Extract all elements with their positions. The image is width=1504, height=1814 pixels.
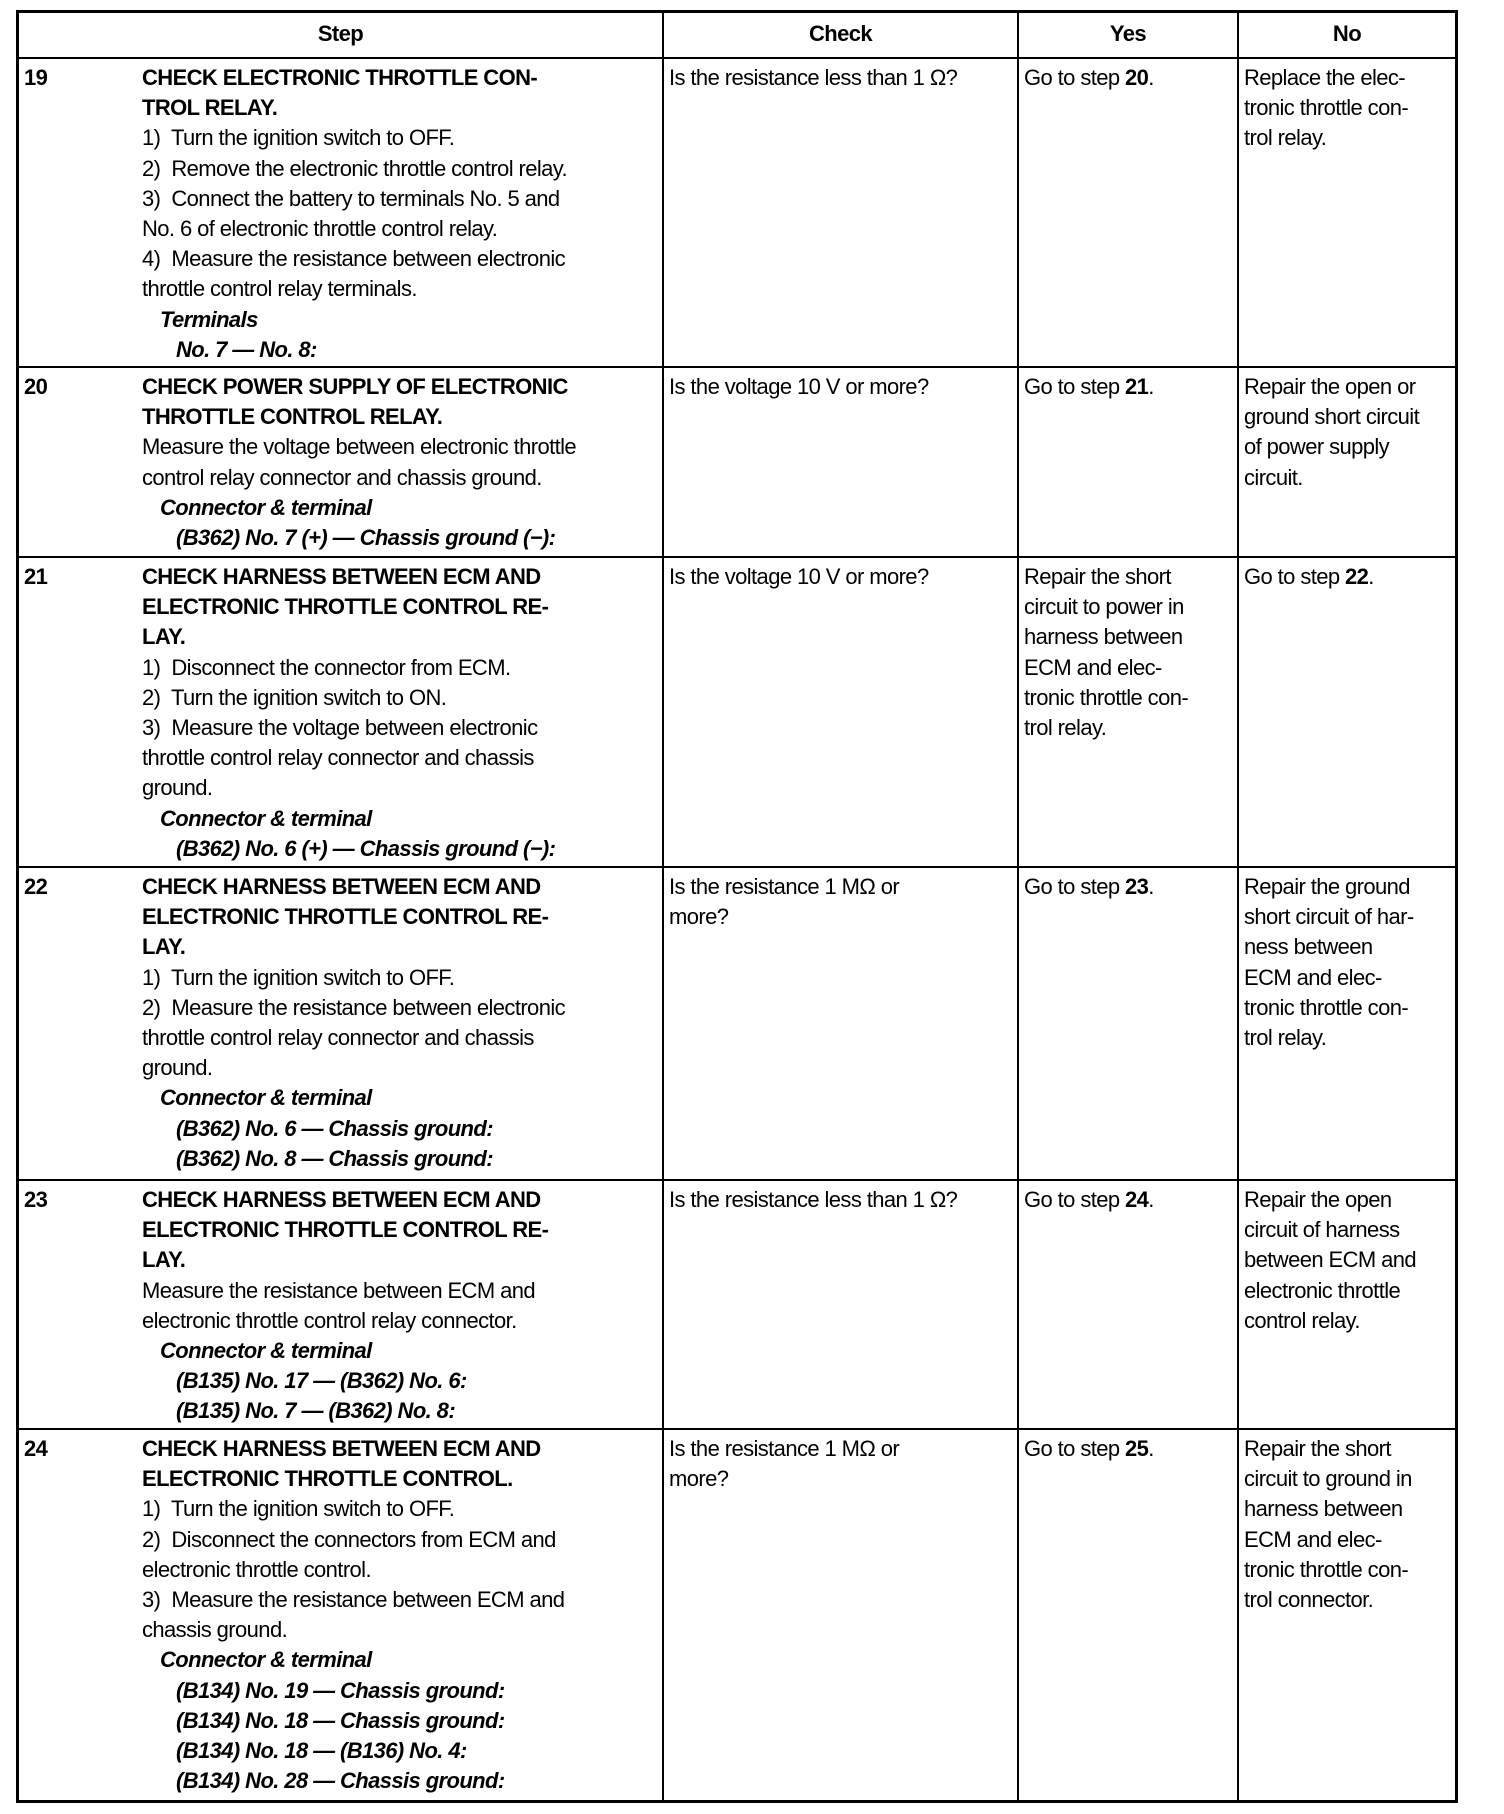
step-line: CHECK HARNESS BETWEEN ECM AND (142, 1187, 541, 1212)
goto-step (1024, 372, 1232, 402)
no-cell-line: Repair the open or (1244, 374, 1416, 399)
step-line: 1) Turn the ignition switch to OFF. (142, 964, 455, 990)
step-line: Connector & terminal (160, 1085, 372, 1111)
table-row (19, 556, 1455, 866)
yes-cell-line: trol relay. (1024, 715, 1107, 741)
no-cell-line: harness between (1244, 1496, 1403, 1522)
step-line: (B134) No. 18 — Chassis ground: (176, 1707, 505, 1733)
step-line: throttle control relay connector and chassis (142, 1025, 534, 1051)
check-line: Is the voltage 10 V or more? (669, 564, 929, 589)
step-line: throttle control relay connector and chassis (142, 745, 534, 771)
goto-step-number: 20 (1125, 65, 1149, 90)
no-cell-line: ECM and elec- (1244, 964, 1382, 990)
no-cell-line: Repair the open (1244, 1187, 1392, 1212)
step-line: CHECK HARNESS BETWEEN ECM AND (142, 564, 541, 589)
step-line: Connector & terminal (160, 805, 372, 831)
no-cell-line: short circuit of har- (1244, 904, 1414, 930)
step-number: 23 (24, 1187, 48, 1212)
step-line: THROTTLE CONTROL RELAY. (142, 404, 443, 430)
step-line: 3) Measure the resistance between ECM and (142, 1587, 565, 1613)
header-yes: Yes (1019, 13, 1239, 57)
step-line: TROL RELAY. (142, 95, 278, 121)
goto-step (1244, 562, 1450, 592)
step-line: (B134) No. 19 — Chassis ground: (176, 1677, 505, 1703)
step-line: ground. (142, 1055, 213, 1081)
step-line: electronic throttle control relay connector. (142, 1307, 517, 1333)
goto-step-number: 25 (1125, 1436, 1149, 1461)
goto-step-number: 22 (1345, 564, 1369, 589)
step-line: 2) Remove the electronic throttle control relay. (142, 155, 568, 181)
step-line: 1) Turn the ignition switch to OFF. (142, 1496, 455, 1522)
step-line: 2) Measure the resistance between electronic (142, 994, 566, 1020)
goto-label: Go to step (1244, 564, 1346, 589)
no-cell-line: ECM and elec- (1244, 1526, 1382, 1552)
no-cell-line: ness between (1244, 934, 1373, 960)
no-cell (1239, 368, 1455, 556)
step-line: (B134) No. 18 — (B136) No. 4: (176, 1738, 467, 1764)
step-cell (19, 59, 664, 366)
yes-cell (1019, 1430, 1239, 1800)
goto-suffix: . (1368, 564, 1374, 589)
step-line: Connector & terminal (160, 494, 372, 520)
step-line: CHECK HARNESS BETWEEN ECM AND (142, 1436, 541, 1461)
goto-step (1024, 63, 1232, 93)
step-line: 4) Measure the resistance between electronic (142, 246, 566, 272)
step-number: 22 (24, 874, 48, 899)
check-line: more? (669, 904, 729, 930)
no-cell-line: tronic throttle con- (1244, 95, 1409, 121)
goto-label: Go to step (1024, 874, 1126, 899)
goto-step-number: 23 (1125, 874, 1149, 899)
step-line: ELECTRONIC THROTTLE CONTROL. (142, 1466, 513, 1492)
step-line: 2) Turn the ignition switch to ON. (142, 684, 447, 710)
check-cell (664, 368, 1019, 556)
goto-step (1024, 1434, 1232, 1464)
no-cell-line: trol connector. (1244, 1587, 1374, 1613)
table-row (19, 366, 1455, 556)
no-cell-line: of power supply (1244, 434, 1390, 460)
goto-step (1024, 872, 1232, 902)
step-instructions (142, 872, 657, 1179)
goto-suffix: . (1148, 1187, 1154, 1212)
no-cell (1239, 558, 1455, 866)
step-line: ELECTRONIC THROTTLE CONTROL RE- (142, 594, 549, 620)
step-line: CHECK POWER SUPPLY OF ELECTRONIC (142, 374, 568, 399)
step-instructions (142, 1185, 657, 1428)
step-line: Connector & terminal (160, 1647, 372, 1673)
yes-cell (1019, 1181, 1239, 1428)
step-cell (19, 558, 664, 866)
step-line: LAY. (142, 624, 186, 650)
check-line: Is the resistance less than 1 Ω? (669, 65, 958, 90)
step-line: ground. (142, 775, 213, 801)
step-number: 20 (24, 374, 48, 399)
goto-label: Go to step (1024, 65, 1126, 90)
step-line: 1) Turn the ignition switch to OFF. (142, 125, 455, 151)
goto-label: Go to step (1024, 1187, 1126, 1212)
no-cell-line: circuit to ground in (1244, 1466, 1412, 1492)
no-cell-line: tronic throttle con- (1244, 1556, 1409, 1582)
check-line: more? (669, 1466, 729, 1492)
step-line: electronic throttle control. (142, 1556, 371, 1582)
no-cell-line: circuit. (1244, 464, 1303, 490)
check-cell (664, 1181, 1019, 1428)
no-cell-line: Repair the short (1244, 1436, 1391, 1461)
no-cell-line: circuit of harness (1244, 1217, 1400, 1243)
goto-suffix: . (1148, 374, 1154, 399)
no-cell-line: Repair the ground (1244, 874, 1410, 899)
goto-step-number: 24 (1125, 1187, 1149, 1212)
step-cell (19, 868, 664, 1179)
yes-cell (1019, 558, 1239, 866)
yes-cell-line: Repair the short (1024, 564, 1171, 589)
step-line: ELECTRONIC THROTTLE CONTROL RE- (142, 904, 549, 930)
step-line: (B135) No. 7 — (B362) No. 8: (176, 1398, 456, 1424)
step-line: CHECK HARNESS BETWEEN ECM AND (142, 874, 541, 899)
no-cell (1239, 1430, 1455, 1800)
step-line: Measure the voltage between electronic throttle (142, 434, 577, 460)
no-cell-line: electronic throttle (1244, 1277, 1401, 1303)
step-line: 1) Disconnect the connector from ECM. (142, 654, 511, 680)
goto-suffix: . (1148, 874, 1154, 899)
no-cell-line: trol relay. (1244, 125, 1327, 151)
step-line: LAY. (142, 1247, 186, 1273)
step-line: 2) Disconnect the connectors from ECM and (142, 1526, 556, 1552)
header-no: No (1332, 21, 1362, 46)
yes-cell-line: ECM and elec- (1024, 654, 1162, 680)
goto-suffix: . (1148, 65, 1154, 90)
step-line: No. 6 of electronic throttle control relay. (142, 216, 498, 242)
step-cell (19, 368, 664, 556)
yes-cell-line: circuit to power in (1024, 594, 1184, 620)
step-line: 3) Connect the battery to terminals No. 5 and (142, 185, 560, 211)
step-line: throttle control relay terminals. (142, 276, 417, 302)
step-line: No. 7 — No. 8: (176, 336, 317, 362)
check-line: Is the voltage 10 V or more? (669, 374, 929, 399)
check-cell (664, 868, 1019, 1179)
no-cell-line: ground short circuit (1244, 404, 1420, 430)
check-cell (664, 1430, 1019, 1800)
table-row (19, 57, 1455, 366)
table-row (19, 866, 1455, 1179)
step-line: Connector & terminal (160, 1338, 372, 1364)
check-line: Is the resistance 1 MΩ or (669, 874, 900, 899)
step-number: 24 (24, 1436, 48, 1461)
goto-label: Go to step (1024, 374, 1126, 399)
check-line: Is the resistance less than 1 Ω? (669, 1187, 958, 1212)
goto-label: Go to step (1024, 1436, 1126, 1461)
table-row (19, 1428, 1455, 1800)
no-cell-line: control relay. (1244, 1307, 1360, 1333)
header-check: Check (664, 13, 1019, 57)
step-cell (19, 1181, 664, 1428)
no-cell-line: Replace the elec- (1244, 65, 1406, 90)
no-cell-line: tronic throttle con- (1244, 994, 1409, 1020)
check-cell (664, 558, 1019, 866)
step-line: CHECK ELECTRONIC THROTTLE CON- (142, 65, 538, 90)
step-line: 3) Measure the voltage between electronic (142, 715, 538, 741)
header-step: Step (19, 13, 664, 57)
step-line: (B362) No. 6 — Chassis ground: (176, 1115, 493, 1141)
step-line: (B134) No. 28 — Chassis ground: (176, 1768, 505, 1794)
step-instructions (142, 1434, 657, 1800)
table-row (19, 1179, 1455, 1428)
yes-cell-line: harness between (1024, 624, 1183, 650)
step-line: (B362) No. 7 (+) — Chassis ground (−): (176, 525, 556, 551)
step-line: (B362) No. 6 (+) — Chassis ground (−): (176, 835, 556, 861)
yes-cell (1019, 59, 1239, 366)
step-cell (19, 1430, 664, 1800)
step-number: 19 (24, 65, 48, 90)
step-line: Terminals (160, 306, 258, 332)
no-cell (1239, 1181, 1455, 1428)
step-line: (B362) No. 8 — Chassis ground: (176, 1145, 493, 1171)
yes-cell (1019, 868, 1239, 1179)
goto-suffix: . (1148, 1436, 1154, 1461)
no-cell-line: trol relay. (1244, 1025, 1327, 1051)
check-line: Is the resistance 1 MΩ or (669, 1436, 900, 1461)
no-cell-line: between ECM and (1244, 1247, 1416, 1273)
no-cell (1239, 868, 1455, 1179)
goto-step-number: 21 (1125, 374, 1149, 399)
goto-step (1024, 1185, 1232, 1215)
step-line: chassis ground. (142, 1617, 288, 1643)
step-line: (B135) No. 17 — (B362) No. 6: (176, 1368, 467, 1394)
step-number: 21 (24, 564, 48, 589)
step-instructions (142, 63, 657, 366)
no-cell (1239, 59, 1455, 366)
check-cell (664, 59, 1019, 366)
yes-cell (1019, 368, 1239, 556)
table-header (19, 13, 1455, 57)
step-instructions (142, 562, 657, 866)
step-line: Measure the resistance between ECM and (142, 1277, 535, 1303)
step-line: LAY. (142, 934, 186, 960)
step-line: control relay connector and chassis ground. (142, 464, 542, 490)
yes-cell-line: tronic throttle con- (1024, 684, 1189, 710)
step-instructions (142, 372, 657, 556)
step-line: ELECTRONIC THROTTLE CONTROL RE- (142, 1217, 549, 1243)
diagnostic-table (16, 10, 1458, 1803)
